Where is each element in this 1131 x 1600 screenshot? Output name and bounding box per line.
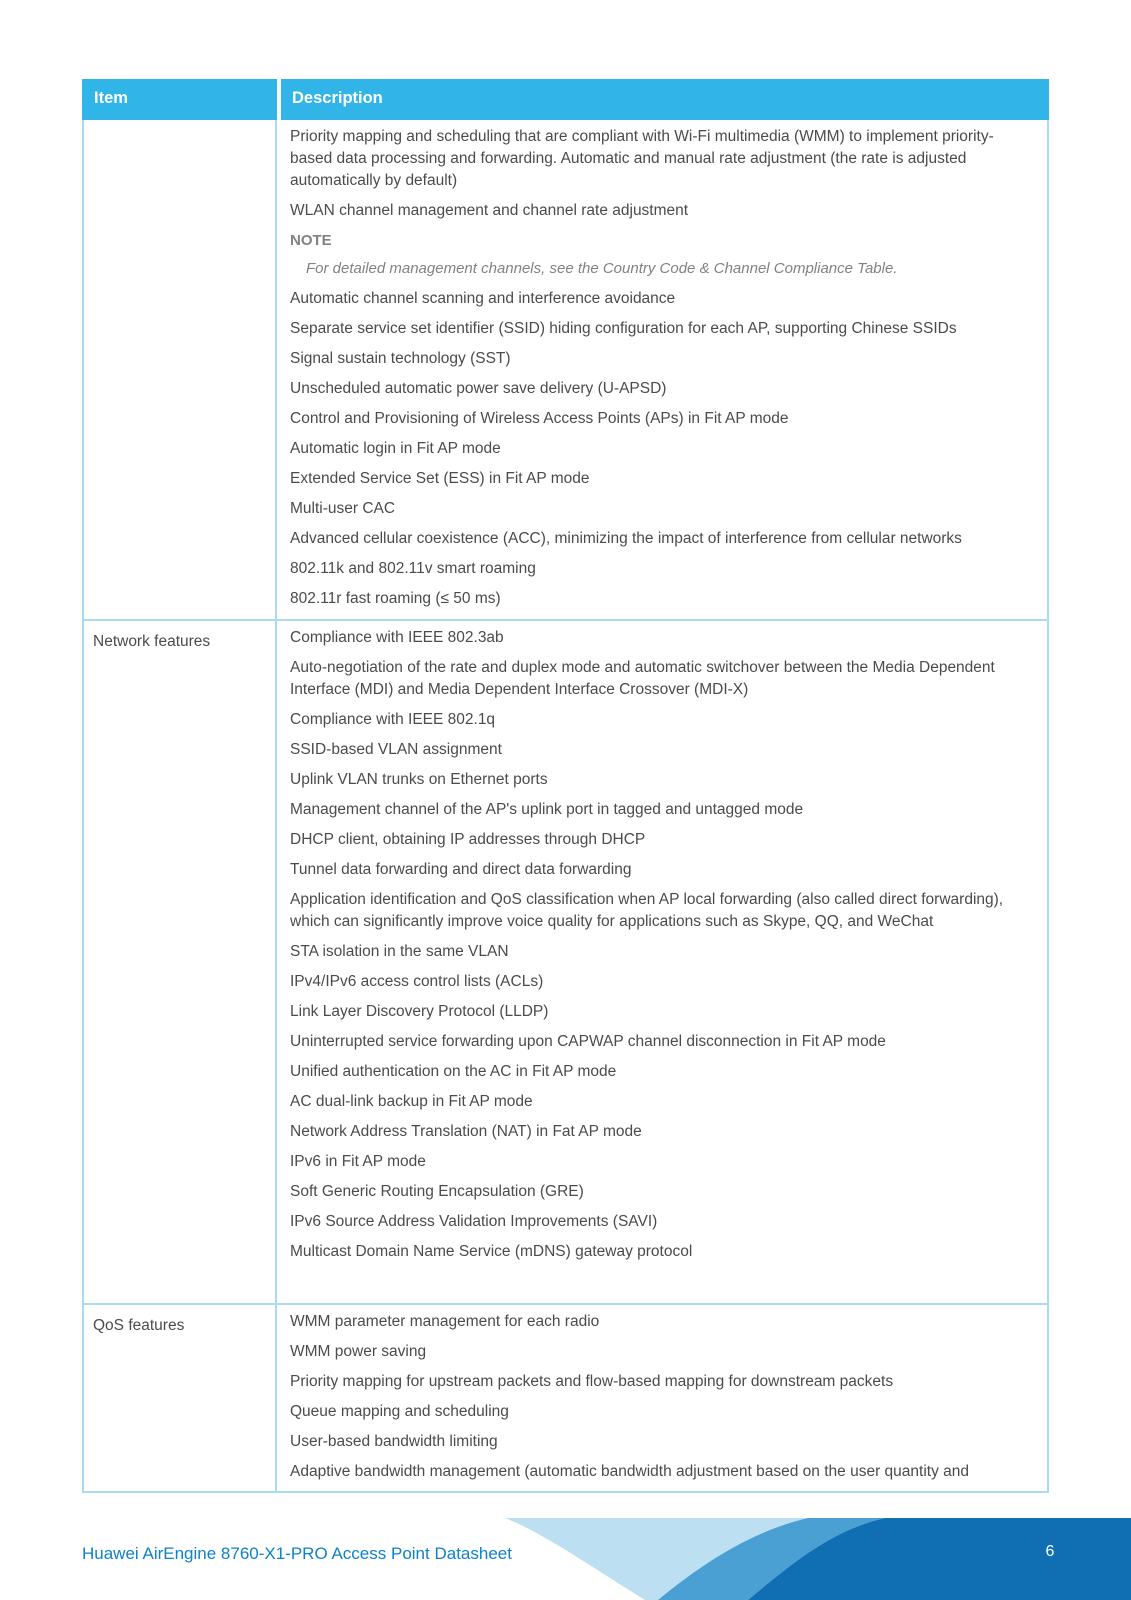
feature-paragraph: Automatic login in Fit AP mode: [290, 440, 501, 457]
description-cell: [277, 120, 1047, 619]
feature-paragraph: Auto-negotiation of the rate and duplex mode and automatic switchover between the Media Dependent Interface (MDI) and Media Dependent Interface Crossover (MDI-X): [290, 659, 995, 698]
feature-paragraph: Soft Generic Routing Encapsulation (GRE): [290, 1183, 584, 1200]
item-column-header: Item: [82, 79, 277, 120]
feature-paragraph: User-based bandwidth limiting: [290, 1433, 498, 1450]
feature-paragraph: Management channel of the AP's uplink port in tagged and untagged mode: [290, 801, 804, 818]
item-cell: Network features: [84, 621, 277, 1303]
table-row: [84, 1303, 1047, 1493]
feature-paragraph: 802.11k and 802.11v smart roaming: [290, 560, 536, 577]
feature-paragraph: Extended Service Set (ESS) in Fit AP mode: [290, 470, 590, 487]
item-cell: [84, 120, 277, 619]
feature-paragraph: Application identification and QoS classification when AP local forwarding (also called direct forwarding), which can significantly improve voice quality for applications such as Skype, QQ, and WeChat: [290, 891, 1004, 930]
feature-paragraph: Control and Provisioning of Wireless Access Points (APs) in Fit AP mode: [290, 410, 789, 427]
feature-paragraph: 802.11r fast roaming (≤ 50 ms): [290, 590, 501, 607]
feature-paragraph: Multicast Domain Name Service (mDNS) gateway protocol: [290, 1243, 693, 1260]
feature-paragraph: STA isolation in the same VLAN: [290, 943, 509, 960]
feature-paragraph: Unified authentication on the AC in Fit AP mode: [290, 1063, 617, 1080]
feature-paragraph: Unscheduled automatic power save delivery (U-APSD): [290, 380, 667, 397]
feature-paragraph: WMM parameter management for each radio: [290, 1313, 600, 1330]
feature-paragraph: Uninterrupted service forwarding upon CAPWAP channel disconnection in Fit AP mode: [290, 1033, 886, 1050]
note-label: NOTE: [290, 232, 332, 249]
item-cell: QoS features: [84, 1305, 277, 1493]
description-cell: [277, 621, 1047, 1303]
feature-paragraph: Compliance with IEEE 802.3ab: [290, 629, 504, 646]
feature-paragraph: WLAN channel management and channel rate adjustment: [290, 202, 689, 219]
feature-paragraph: Adaptive bandwidth management (automatic bandwidth adjustment based on the user quantity and: [290, 1463, 969, 1480]
feature-paragraph: Queue mapping and scheduling: [290, 1403, 509, 1420]
description-column-header: Description: [281, 79, 1049, 120]
feature-paragraph: Compliance with IEEE 802.1q: [290, 711, 496, 728]
table-row: [84, 619, 1047, 1303]
feature-paragraph: Automatic channel scanning and interference avoidance: [290, 290, 676, 307]
note-text: For detailed management channels, see the Country Code & Channel Compliance Table.: [306, 260, 898, 277]
feature-paragraph: Tunnel data forwarding and direct data forwarding: [290, 861, 632, 878]
feature-paragraph: Link Layer Discovery Protocol (LLDP): [290, 1003, 549, 1020]
feature-paragraph: IPv4/IPv6 access control lists (ACLs): [290, 973, 544, 990]
feature-paragraph: IPv6 in Fit AP mode: [290, 1153, 426, 1170]
feature-paragraph: IPv6 Source Address Validation Improvements (SAVI): [290, 1213, 658, 1230]
feature-table: [82, 79, 1049, 1493]
feature-paragraph: Priority mapping and scheduling that are compliant with Wi-Fi multimedia (WMM) to implement priority-based data processing and forwarding. Automatic and manual rate adjustment (the rate is adjusted automatically by default): [290, 128, 994, 189]
description-cell: [277, 1305, 1047, 1493]
feature-paragraph: Separate service set identifier (SSID) hiding configuration for each AP, supporting Chinese SSIDs: [290, 320, 957, 337]
feature-paragraph: Uplink VLAN trunks on Ethernet ports: [290, 771, 548, 788]
feature-paragraph: Priority mapping for upstream packets and flow-based mapping for downstream packets: [290, 1373, 894, 1390]
table-row: [84, 120, 1047, 619]
feature-paragraph: AC dual-link backup in Fit AP mode: [290, 1093, 533, 1110]
feature-paragraph: Signal sustain technology (SST): [290, 350, 511, 367]
feature-paragraph: Network Address Translation (NAT) in Fat AP mode: [290, 1123, 642, 1140]
feature-paragraph: SSID-based VLAN assignment: [290, 741, 502, 758]
table-body: [82, 120, 1049, 1493]
feature-paragraph: DHCP client, obtaining IP addresses through DHCP: [290, 831, 646, 848]
footer-doc-title: Huawei AirEngine 8760-X1-PRO Access Point Datasheet: [82, 1544, 512, 1563]
table-header-row: [82, 79, 1049, 120]
page-number: 6: [1045, 1543, 1055, 1560]
feature-paragraph: WMM power saving: [290, 1343, 427, 1360]
feature-paragraph: Multi-user CAC: [290, 500, 396, 517]
feature-paragraph: Advanced cellular coexistence (ACC), minimizing the impact of interference from cellular networks: [290, 530, 962, 547]
